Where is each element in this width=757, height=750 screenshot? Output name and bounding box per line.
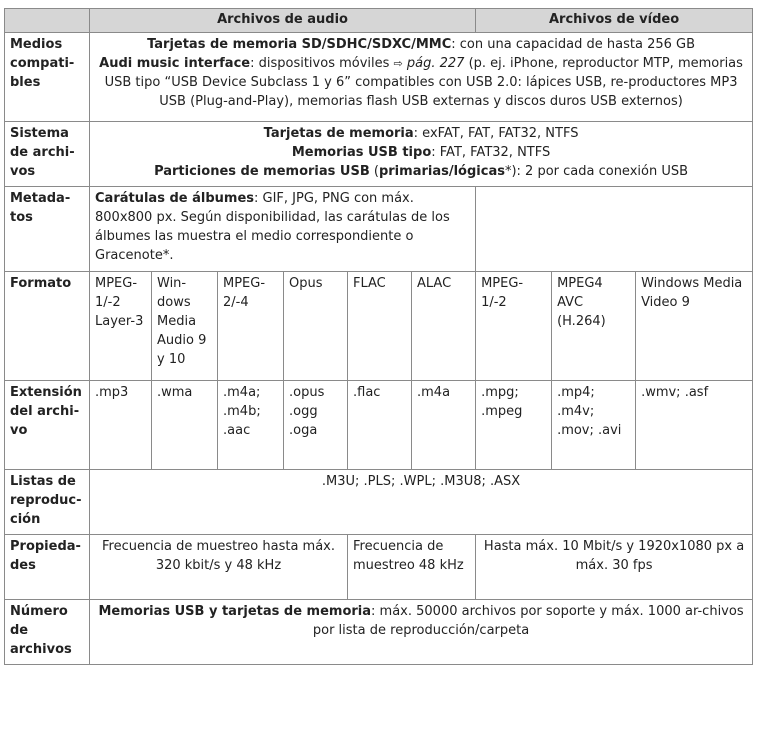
row-medios	[5, 33, 753, 122]
extension-cell: .m4a; .m4b; .aac	[218, 381, 284, 470]
page-ref-link[interactable]: pág. 227	[402, 56, 465, 71]
medios-ami-text2: (p. ej. iPhone, reproductor MTP, memorias USB tipo “USB Device Subclass 1 y 6” compatibles con USB 2.0: lápices USB, re-productores MP3 USB (Plug-and-Play), memorias flash USB externas y discos duros USB externos)	[104, 56, 743, 109]
row-label-extension: Extensión del archi-vo	[5, 381, 90, 470]
extension-cell: .mp4; .m4v; .mov; .avi	[552, 381, 636, 470]
formato-cell: MPEG4 AVC (H.264)	[552, 272, 636, 381]
extension-cell: .mp3	[90, 381, 152, 470]
metadatos-caratulas-label: Carátulas de álbumes	[95, 191, 254, 206]
medios-content	[90, 33, 753, 122]
row-propiedades	[5, 535, 753, 600]
medios-ami-text1: : dispositivos móviles	[250, 56, 394, 71]
propiedades-audio-freq: Frecuencia de muestreo 48 kHz	[348, 535, 476, 600]
propiedades-audio-bitrate: Frecuencia de muestreo hasta máx. 320 kbit/s y 48 kHz	[90, 535, 348, 600]
header-video: Archivos de vídeo	[476, 9, 753, 33]
listas-content: .M3U; .PLS; .WPL; .M3U8; .ASX	[90, 470, 753, 535]
extension-cell: .m4a	[412, 381, 476, 470]
header-corner	[5, 9, 90, 33]
row-label-formato: Formato	[5, 272, 90, 381]
row-label-propiedades: Propieda-des	[5, 535, 90, 600]
sistema-tarjetas-text: : exFAT, FAT, FAT32, NTFS	[413, 126, 579, 141]
sistema-particiones-paren: (	[369, 164, 379, 179]
extension-cell: .flac	[348, 381, 412, 470]
header-audio: Archivos de audio	[90, 9, 476, 33]
formato-cell: FLAC	[348, 272, 412, 381]
row-label-listas: Listas de reproduc-ción	[5, 470, 90, 535]
row-label-sistema: Sistema de archi-vos	[5, 122, 90, 187]
numero-label-bold: Memorias USB y tarjetas de memoria	[98, 604, 372, 619]
medios-sd-label: Tarjetas de memoria SD/SDHC/SDXC/MMC	[147, 37, 452, 52]
formato-cell: MPEG-2/-4	[218, 272, 284, 381]
row-numero	[5, 600, 753, 665]
header-row	[5, 9, 753, 33]
row-formato	[5, 272, 753, 381]
extension-cell: .wmv; .asf	[636, 381, 753, 470]
row-metadatos	[5, 187, 753, 272]
sistema-usb-text: : FAT, FAT32, NTFS	[431, 145, 551, 160]
sistema-particiones-tipo: primarias/lógicas	[378, 164, 505, 179]
row-extension	[5, 381, 753, 470]
row-label-medios: Medios compati-bles	[5, 33, 90, 122]
formato-cell: Windows Media Video 9	[636, 272, 753, 381]
row-label-metadatos: Metada-tos	[5, 187, 90, 272]
row-sistema	[5, 122, 753, 187]
formato-cell: MPEG-1/-2	[476, 272, 552, 381]
metadatos-content	[90, 187, 476, 272]
numero-content	[90, 600, 753, 665]
formato-cell: Opus	[284, 272, 348, 381]
sistema-particiones-label: Particiones de memorias USB	[154, 164, 370, 179]
extension-cell: .opus .ogg .oga	[284, 381, 348, 470]
formato-cell: Win-dows Media Audio 9 y 10	[152, 272, 218, 381]
propiedades-video: Hasta máx. 10 Mbit/s y 1920x1080 px a máx. 30 fps	[476, 535, 753, 600]
sistema-content	[90, 122, 753, 187]
medios-sd-text: : con una capacidad de hasta 256 GB	[451, 37, 696, 52]
extension-cell: .mpg; .mpeg	[476, 381, 552, 470]
specifications-table	[4, 8, 753, 665]
medios-ami-label: Audi music interface	[99, 56, 251, 71]
row-listas	[5, 470, 753, 535]
formato-cell: ALAC	[412, 272, 476, 381]
sistema-particiones-text: *): 2 por cada conexión USB	[504, 164, 689, 179]
row-label-numero: Número de archivos	[5, 600, 90, 665]
extension-cell: .wma	[152, 381, 218, 470]
metadatos-caratulas-text: : GIF, JPG, PNG con máx. 800x800 px. Según disponibilidad, las carátulas de los álbumes las muestra el medio correspondiente o Gracenote*.	[95, 191, 450, 263]
numero-text: : máx. 50000 archivos por soporte y máx. 1000 ar-chivos por lista de reproducción/carpeta	[312, 604, 744, 638]
page-ref-arrow-icon: ⇨	[393, 57, 403, 70]
sistema-tarjetas-label: Tarjetas de memoria	[263, 126, 414, 141]
sistema-usb-label: Memorias USB tipo	[291, 145, 432, 160]
formato-cell: MPEG-1/-2 Layer-3	[90, 272, 152, 381]
metadatos-video-empty	[476, 187, 753, 272]
